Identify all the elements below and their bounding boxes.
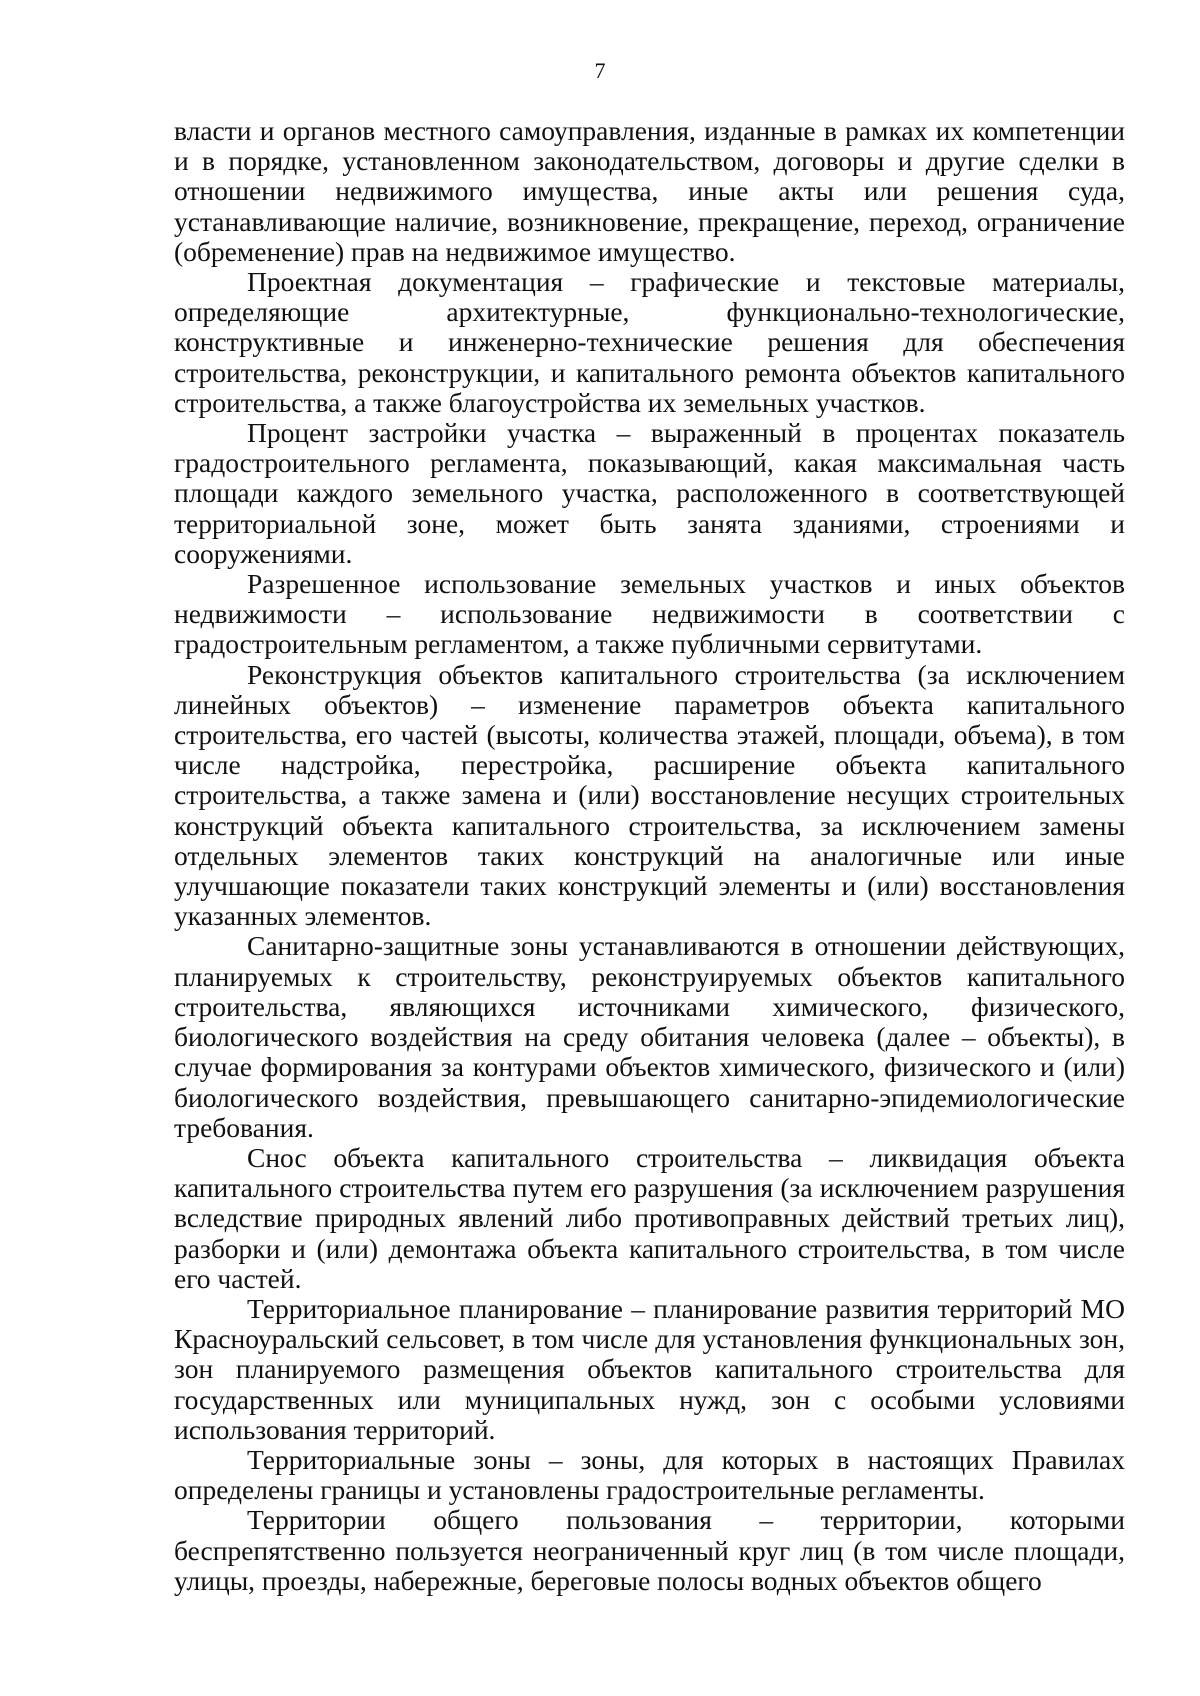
paragraph-demolition: Снос объекта капитального строительства – ликвидация объекта капитального строительства путем его разрушения (за исключением разрушения вследствие природных явлений либо противоправных действий третьих лиц), разборки и (или) демонтажа объекта капитального строительства, в том числе его частей. [174,1141,1125,1294]
page-number: 7 [594,58,606,83]
paragraph-continuation: власти и органов местного самоуправления, изданные в рамках их компетенции и в порядке, установленном законодательством, договоры и другие сделки в отношении недвижимого имущества, иные акты или решения суда, устанавливающие наличие, возникновение, прекращение, переход, ограничение (обременение) прав на недвижимое имущество. [174,115,1125,267]
paragraph-sanitary-zones: Санитарно-защитные зоны устанавливаются в отношении действующих, планируемых к строительству, реконструируемых объектов капитального строительства, являющихся источниками химического, физического, биологического воздействия на среду обитания человека (далее – объекты), в случае формирования за контурами объектов химического, физического и (или) биологического воздействия, превышающего санитарно-эпидемиологические требования. [174,930,1125,1143]
paragraph-project-documentation: Проектная документация – графические и текстовые материалы, определяющие архитектурные, функционально-технологические, конструктивные и инженерно-технические решения для обеспечения строительства, реконструкции, и капитального ремонта объектов капитального строительства, а также благоустройства их земельных участков. [174,266,1125,418]
paragraph-public-territories: Территории общего пользования – территории, которыми беспрепятственно пользуется неограниченный круг лиц (в том числе площади, улицы, проезды, набережные, береговые полосы водных объектов общего [174,1504,1125,1596]
paragraph-territorial-zones: Территориальные зоны – зоны, для которых в настоящих Правилах определены границы и установлены градостроительные регламенты. [174,1443,1125,1506]
paragraph-permitted-use: Разрешенное использование земельных участков и иных объектов недвижимости – использование недвижимости в соответствии с градостроительным регламентом, а также публичными сервитутами. [174,568,1125,660]
paragraph-reconstruction: Реконструкция объектов капитального строительства (за исключением линейных объектов) – изменение параметров объекта капитального строительства, его частей (высоты, количества этажей, площади, объема), в том числе надстройка, перестройка, расширение объекта капитального строительства, а также замена и (или) восстановление несущих строительных конструкций объекта капитального строительства, за исключением замены отдельных элементов таких конструкций на аналогичные или иные улучшающие показатели таких конструкций элементы и (или) восстановления указанных элементов. [174,658,1125,932]
paragraph-building-percentage: Процент застройки участка – выраженный в процентах показатель градостроительного регламента, показывающий, какая максимальная часть площади каждого земельного участка, расположенного в соответствующей территориальной зоне, может быть занята зданиями, строениями и сооружениями. [174,417,1125,569]
paragraph-territorial-planning: Территориальное планирование – планирование развития территорий МО Красноуральский сельсовет, в том числе для установления функциональных зон, зон планируемого размещения объектов капитального строительства для государственных или муниципальных нужд, зон с особыми условиями использования территорий. [174,1292,1125,1445]
document-body [174,116,1125,1596]
